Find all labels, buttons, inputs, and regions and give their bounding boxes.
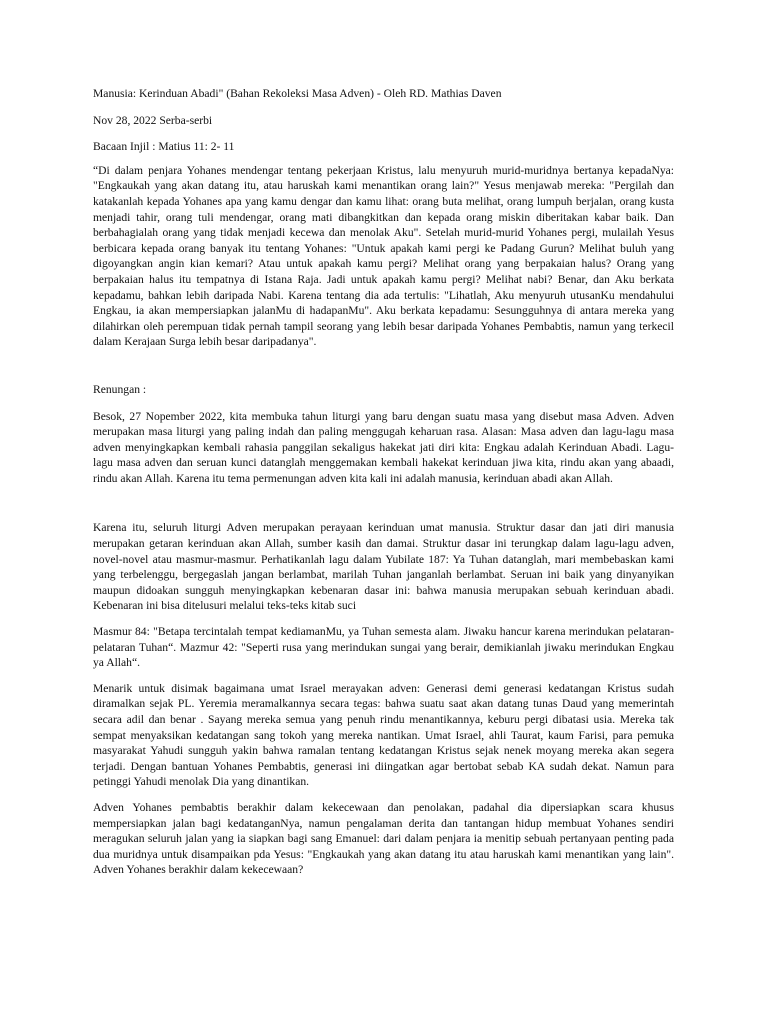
gospel-text: “Di dalam penjara Yohanes mendengar tentang pekerjaan Kristus, lalu menyuruh murid-muridnya bertanya kepadaNya: "Engkaukah yang akan datang itu, atau haruskah kami menantikan orang lain?" Yesus menjawab mereka: "Pergilah dan katakanlah kepada Yohanes apa yang kamu dengar dan kamu lihat: orang buta melihat, orang lumpuh berjalan, orang kusta menjadi tahir, orang tuli mendengar, orang mati dibangkitkan dan kepada orang miskin diberitakan kabar baik. Dan berbahagialah orang yang tidak menjadi kecewa dan menolak Aku". Setelah murid-murid Yohanes pergi, mulailah Yesus berbicara kepada orang banyak itu tentang Yohanes: "Untuk apakah kami pergi ke Padang Gurun? Melihat buluh yang digoyangkan angin kian kemari? Atau untuk apakah kamu pergi? Melihat orang yang berpakaian halus? Orang yang berpakaian halus itu tempatnya di Istana Raja. Jadi untuk apakah kamu pergi? Melihat nabi? Benar, dan Aku berkata kepadamu, bahkan lebih daripada Nabi. Karena tentang dia ada tertulis: "Lihatlah, Aku menyuruh utusanKu mendahului Engkau, ia akan mempersiapkan jalanMu di hadapanMu". Aku berkata kepadamu: Sesungguhnya di antara mereka yang dilahirkan oleh perempuan tidak pernah tampil seorang yang lebih besar daripada Yohanes Pembabtis, namun yang terkecil dalam Kerajaan Surga lebih besar daripadanya". [93, 163, 674, 349]
paragraph: Besok, 27 Nopember 2022, kita membuka tahun liturgi yang baru dengan suatu masa yang disebut masa Adven. Adven merupakan masa liturgi yang paling indah dan paling menggugah keharuan rasa. Alasan: Masa adven dan lagu-lagu masa adven menyingkapkan kembali rahasia panggilan sekaligus hakekat jati diri kita: Engkau adalah Kerinduan Abadi. Lagu-lagu masa adven dan seruan kunci datanglah menggemakan kembali hakekat kerinduan jiwa kita, rindu akan yang abaadi, rindu akan Allah. Karena itu tema permenungan adven kita kali ini adalah manusia, kerinduan abadi akan Allah. [93, 409, 674, 485]
paragraph: Menarik untuk disimak bagaimana umat Israel merayakan adven: Generasi demi generasi kedatangan Kristus sudah diramalkan sejak PL. Yeremia meramalkannya secara tegas: bahwa suatu saat akan datang tunas Daud yang memerintah secara adil dan benar . Sayang mereka semua yang penuh rindu menantikannya, keburu pergi dibatasi usia. Mereka tak sempat menyaksikan kedatangan sang tokoh yang mereka nantikan. Umat Israel, ahli Taurat, kaum Farisi, para pemuka masyarakat Yahudi sungguh yakin bahwa ramalan tentang kedatangan Kristus sejak nenek moyang mereka akan segera terjadi. Dengan bantuan Yohanes Pembabtis, generasi ini diingatkan agar bertobat sebab KA sudah dekat. Namun para petinggi Yahudi menolak Dia yang dinantikan. [93, 681, 674, 789]
document-page [93, 86, 674, 888]
document-title: Manusia: Kerinduan Abadi" (Bahan Rekoleksi Masa Adven) - Oleh RD. Mathias Daven [93, 87, 502, 100]
spacer [93, 496, 674, 520]
post-meta: Nov 28, 2022 Serba-serbi [93, 113, 213, 127]
paragraph: Masmur 84: "Betapa tercintalah tempat kediamanMu, ya Tuhan semesta alam. Jiwaku hancur karena merindukan pelataran-pelataran Tuhan“. Mazmur 42: "Seperti rusa yang merindukan sungai yang berair, demikianlah jiwaku merindukan Engkau ya Allah“. [93, 625, 674, 670]
paragraph: Karena itu, seluruh liturgi Adven merupakan perayaan kerinduan umat manusia. Struktur dasar dan jati diri manusia merupakan getaran kerinduan akan Allah, sumber kasih dan damai. Struktur dasar ini terungkap dalam lagu-lagu adven, novel-novel atau masmur-masmur. Perhatikanlah lagu dalam Yubilate 187: Ya Tuhan datanglah, mari membebaskan kami yang terbelenggu, bergegaslah jangan berlambat, marilah Tuhan janganlah berlambat. Seruan ini baik yang dinyanyikan maupun didoakan sungguh menyingkapkan kebenaran dasar ini: bahwa manusia merupakan sebuah kerinduan abadi. Kebenaran ini bisa ditelusuri melalui teks-teks kitab suci [93, 521, 674, 613]
spacer [93, 360, 674, 382]
paragraph: Adven Yohanes pembabtis berakhir dalam kekecewaan dan penolakan, padahal dia dipersiapkan scara khusus mempersiapkan jalan bagi kedatanganNya, namun pengalaman derita dan tantangan hidup membuat Yohanes sendiri meragukan seluruh jalan yang ia siapkan bagi sang Emanuel: dari dalam penjara ia menitip sebuah pertanyaan penting pada dua muridnya untuk disampaikan pda Yesus: "Engkaukah yang akan datang itu atau haruskah kami menantikan yang lain". Adven Yohanes berakhir dalam kekecewaan? [93, 800, 674, 877]
reading-reference: Bacaan Injil : Matius 11: 2- 11 [93, 140, 235, 154]
renungan-heading: Renungan : [93, 382, 147, 396]
